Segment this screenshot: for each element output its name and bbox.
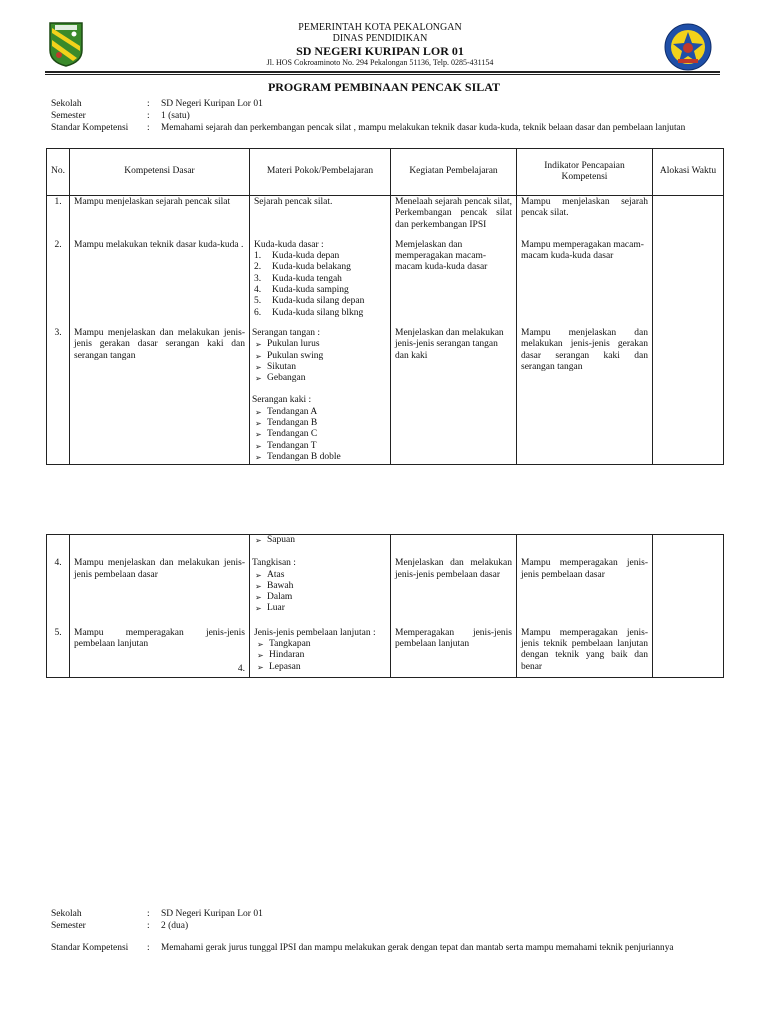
table-row xyxy=(47,320,724,465)
row-number: 4. xyxy=(47,547,70,615)
row-kegiatan: Menjelaskan dan melakukan jenis-jenis pembelaan dasar xyxy=(391,547,517,615)
header-school-name: SD NEGERI KURIPAN LOR 01 xyxy=(296,44,464,58)
list-item: ➢ Tendangan A xyxy=(252,407,386,418)
list-item: ➢ Tendangan C xyxy=(252,429,386,440)
col-header-no: No. xyxy=(47,149,70,196)
table-row xyxy=(47,535,724,548)
meta-semester xyxy=(51,111,731,122)
meta-colon: : xyxy=(147,943,150,953)
meta-sekolah-label: Sekolah xyxy=(51,99,82,109)
meta-semester-value: 1 (satu) xyxy=(161,111,190,121)
row-number: 2. xyxy=(47,232,70,320)
list-item: ➢ Sapuan xyxy=(252,535,386,546)
meta-colon: : xyxy=(147,99,150,109)
competency-table xyxy=(46,148,724,465)
col-header-alokasi: Alokasi Waktu xyxy=(653,149,724,196)
table-row xyxy=(47,232,724,320)
row-materi xyxy=(250,616,391,677)
meta-semester-value: 2 (dua) xyxy=(161,921,189,931)
list-item: ➢ Tendangan T xyxy=(252,441,386,452)
row-materi xyxy=(250,547,391,615)
row-materi xyxy=(250,232,391,320)
meta-standar-kompetensi xyxy=(51,123,731,134)
row-number: 1. xyxy=(47,196,70,232)
meta-colon: : xyxy=(147,111,150,121)
row-indikator: Mampu menjelaskan sejarah pencak silat. xyxy=(517,196,653,232)
row-materi xyxy=(250,535,391,548)
list-item: ➢ Dalam xyxy=(252,592,386,603)
meta-sk-value: Memahami sejarah dan perkembangan pencak silat , mampu melakukan teknik dasar kuda-kuda, teknik belaan dasar dan pembelaan lanjutan xyxy=(161,123,686,133)
list-item: ➢ Luar xyxy=(252,603,386,614)
list-item: 3. Kuda-kuda tengah xyxy=(254,273,342,284)
page-title: PROGRAM PEMBINAAN PENCAK SILAT xyxy=(267,80,501,94)
col-header-indikator: Indikator Pencapaian Kompetensi xyxy=(517,149,653,196)
header-rule-thin xyxy=(45,74,720,75)
header-government: PEMERINTAH KOTA PEKALONGAN xyxy=(298,22,462,33)
materi-list xyxy=(252,407,386,463)
competency-table-continued xyxy=(46,534,724,678)
row-kegiatan: Menjelaskan dan melakukan jenis-jenis serangan tangan dan kaki xyxy=(391,320,517,465)
row-indikator: Mampu memperagakan macam-macam kuda-kuda dasar xyxy=(517,232,653,320)
row-kompetensi xyxy=(70,616,250,677)
table-row xyxy=(47,547,724,615)
dinas-pendidikan-logo xyxy=(664,23,712,71)
list-item: 4. Kuda-kuda samping xyxy=(254,285,349,296)
list-item: 6. Kuda-kuda silang blkng xyxy=(254,307,364,318)
meta-semester-2 xyxy=(51,921,731,932)
row-number xyxy=(47,535,70,548)
list-item: 5. Kuda-kuda silang depan xyxy=(254,296,365,307)
list-item: ➢ Lepasan xyxy=(254,662,386,673)
table-row xyxy=(47,616,724,677)
row-number: 5. xyxy=(47,616,70,677)
list-item: ➢ Pukulan lurus xyxy=(252,339,386,350)
list-item: 1. Kuda-kuda depan xyxy=(254,251,340,262)
row-kegiatan: Menelaah sejarah pencak silat, Perkembangan pencak silat dan perkembangan IPSI xyxy=(391,196,517,232)
row-kegiatan xyxy=(391,535,517,548)
meta-semester-label: Semester xyxy=(51,921,86,931)
meta-colon: : xyxy=(147,123,150,133)
list-item: ➢ Pukulan swing xyxy=(252,351,386,362)
kompetensi-trailing-number: 4. xyxy=(237,664,245,675)
row-kegiatan: Memperagakan jenis-jenis pembelaan lanjutan xyxy=(391,616,517,677)
list-item: ➢ Tendangan B xyxy=(252,418,386,429)
table-header-row xyxy=(47,149,724,196)
row-alokasi xyxy=(653,196,724,465)
row-indikator: Mampu menjelaskan dan melakukan jenis-jenis gerakan dasar serangan kaki dan serangan tangan xyxy=(517,320,653,465)
materi-title: Tangkisan : xyxy=(252,558,296,569)
col-header-kegiatan: Kegiatan Pembelajaran xyxy=(391,149,517,196)
materi-list xyxy=(252,570,386,615)
row-indikator: Mampu memperagakan jenis-jenis teknik pembelaan lanjutan dengan teknik yang baik dan benar xyxy=(517,616,653,677)
list-item: 2. Kuda-kuda belakang xyxy=(254,262,351,273)
materi-title: Jenis-jenis pembelaan lanjutan : xyxy=(254,627,376,638)
materi-title: Serangan kaki : xyxy=(252,395,312,406)
list-item: ➢ Gebangan xyxy=(252,373,386,384)
row-materi xyxy=(250,320,391,465)
list-item: ➢ Tangkapan xyxy=(254,639,386,650)
row-alokasi xyxy=(653,535,724,678)
meta-colon: : xyxy=(147,921,150,931)
header-department: DINAS PENDIDIKAN xyxy=(332,33,428,44)
kompetensi-text: Mampu memperagakan jenis-jenis pembelaan lanjutan xyxy=(74,627,245,650)
materi-list xyxy=(252,339,386,384)
col-header-materi: Materi Pokok/Pembelajaran xyxy=(250,149,391,196)
materi-list xyxy=(254,251,386,319)
row-materi: Sejarah pencak silat. xyxy=(250,196,391,232)
row-indikator: Mampu memperagakan jenis-jenis pembelaan dasar xyxy=(517,547,653,615)
meta-sk-label: Standar Kompetensi xyxy=(51,943,129,953)
table-row xyxy=(47,196,724,232)
list-item: ➢ Atas xyxy=(252,570,386,581)
kota-pekalongan-logo xyxy=(47,20,85,68)
row-kompetensi: Mampu menjelaskan dan melakukan jenis-jenis pembelaan dasar xyxy=(70,547,250,615)
row-kompetensi: Mampu melakukan teknik dasar kuda-kuda . xyxy=(70,232,250,320)
list-item: ➢ Bawah xyxy=(252,581,386,592)
row-number: 3. xyxy=(47,320,70,465)
row-kompetensi xyxy=(70,535,250,548)
row-indikator xyxy=(517,535,653,548)
header-address: Jl. HOS Cokroaminoto No. 294 Pekalongan 51136, Telp. 0285-431154 xyxy=(266,58,494,67)
meta-sekolah-label: Sekolah xyxy=(51,909,82,919)
meta-sekolah xyxy=(51,99,731,110)
materi-list xyxy=(254,639,386,673)
meta-sekolah-value: SD Negeri Kuripan Lor 01 xyxy=(161,909,263,919)
row-kompetensi: Mampu menjelaskan dan melakukan jenis-jenis gerakan dasar serangan kaki dan serangan tangan xyxy=(70,320,250,465)
row-kegiatan: Memjelaskan dan memperagakan macam-macam kuda-kuda dasar xyxy=(391,232,517,320)
meta-sekolah-2 xyxy=(51,909,731,920)
list-item: ➢ Hindaran xyxy=(254,650,386,661)
materi-title: Serangan tangan : xyxy=(252,327,321,338)
col-header-kompetensi: Kompetensi Dasar xyxy=(70,149,250,196)
list-item: ➢ Sikutan xyxy=(252,362,386,373)
meta-sekolah-value: SD Negeri Kuripan Lor 01 xyxy=(161,99,263,109)
list-item: ➢ Tendangan B doble xyxy=(252,452,386,463)
meta-standar-kompetensi-2 xyxy=(51,943,731,954)
meta-colon: : xyxy=(147,909,150,919)
meta-semester-label: Semester xyxy=(51,111,86,121)
meta-sk-value: Memahami gerak jurus tunggal IPSI dan mampu melakukan gerak dengan tepat dan mantab serta mampu memahami teknik penjuriannya xyxy=(161,943,674,953)
materi-title: Kuda-kuda dasar : xyxy=(254,239,324,250)
row-kompetensi: Mampu menjelaskan sejarah pencak silat xyxy=(70,196,250,232)
materi-list xyxy=(252,535,386,546)
header-rule xyxy=(45,71,720,73)
meta-sk-label: Standar Kompetensi xyxy=(51,123,129,133)
